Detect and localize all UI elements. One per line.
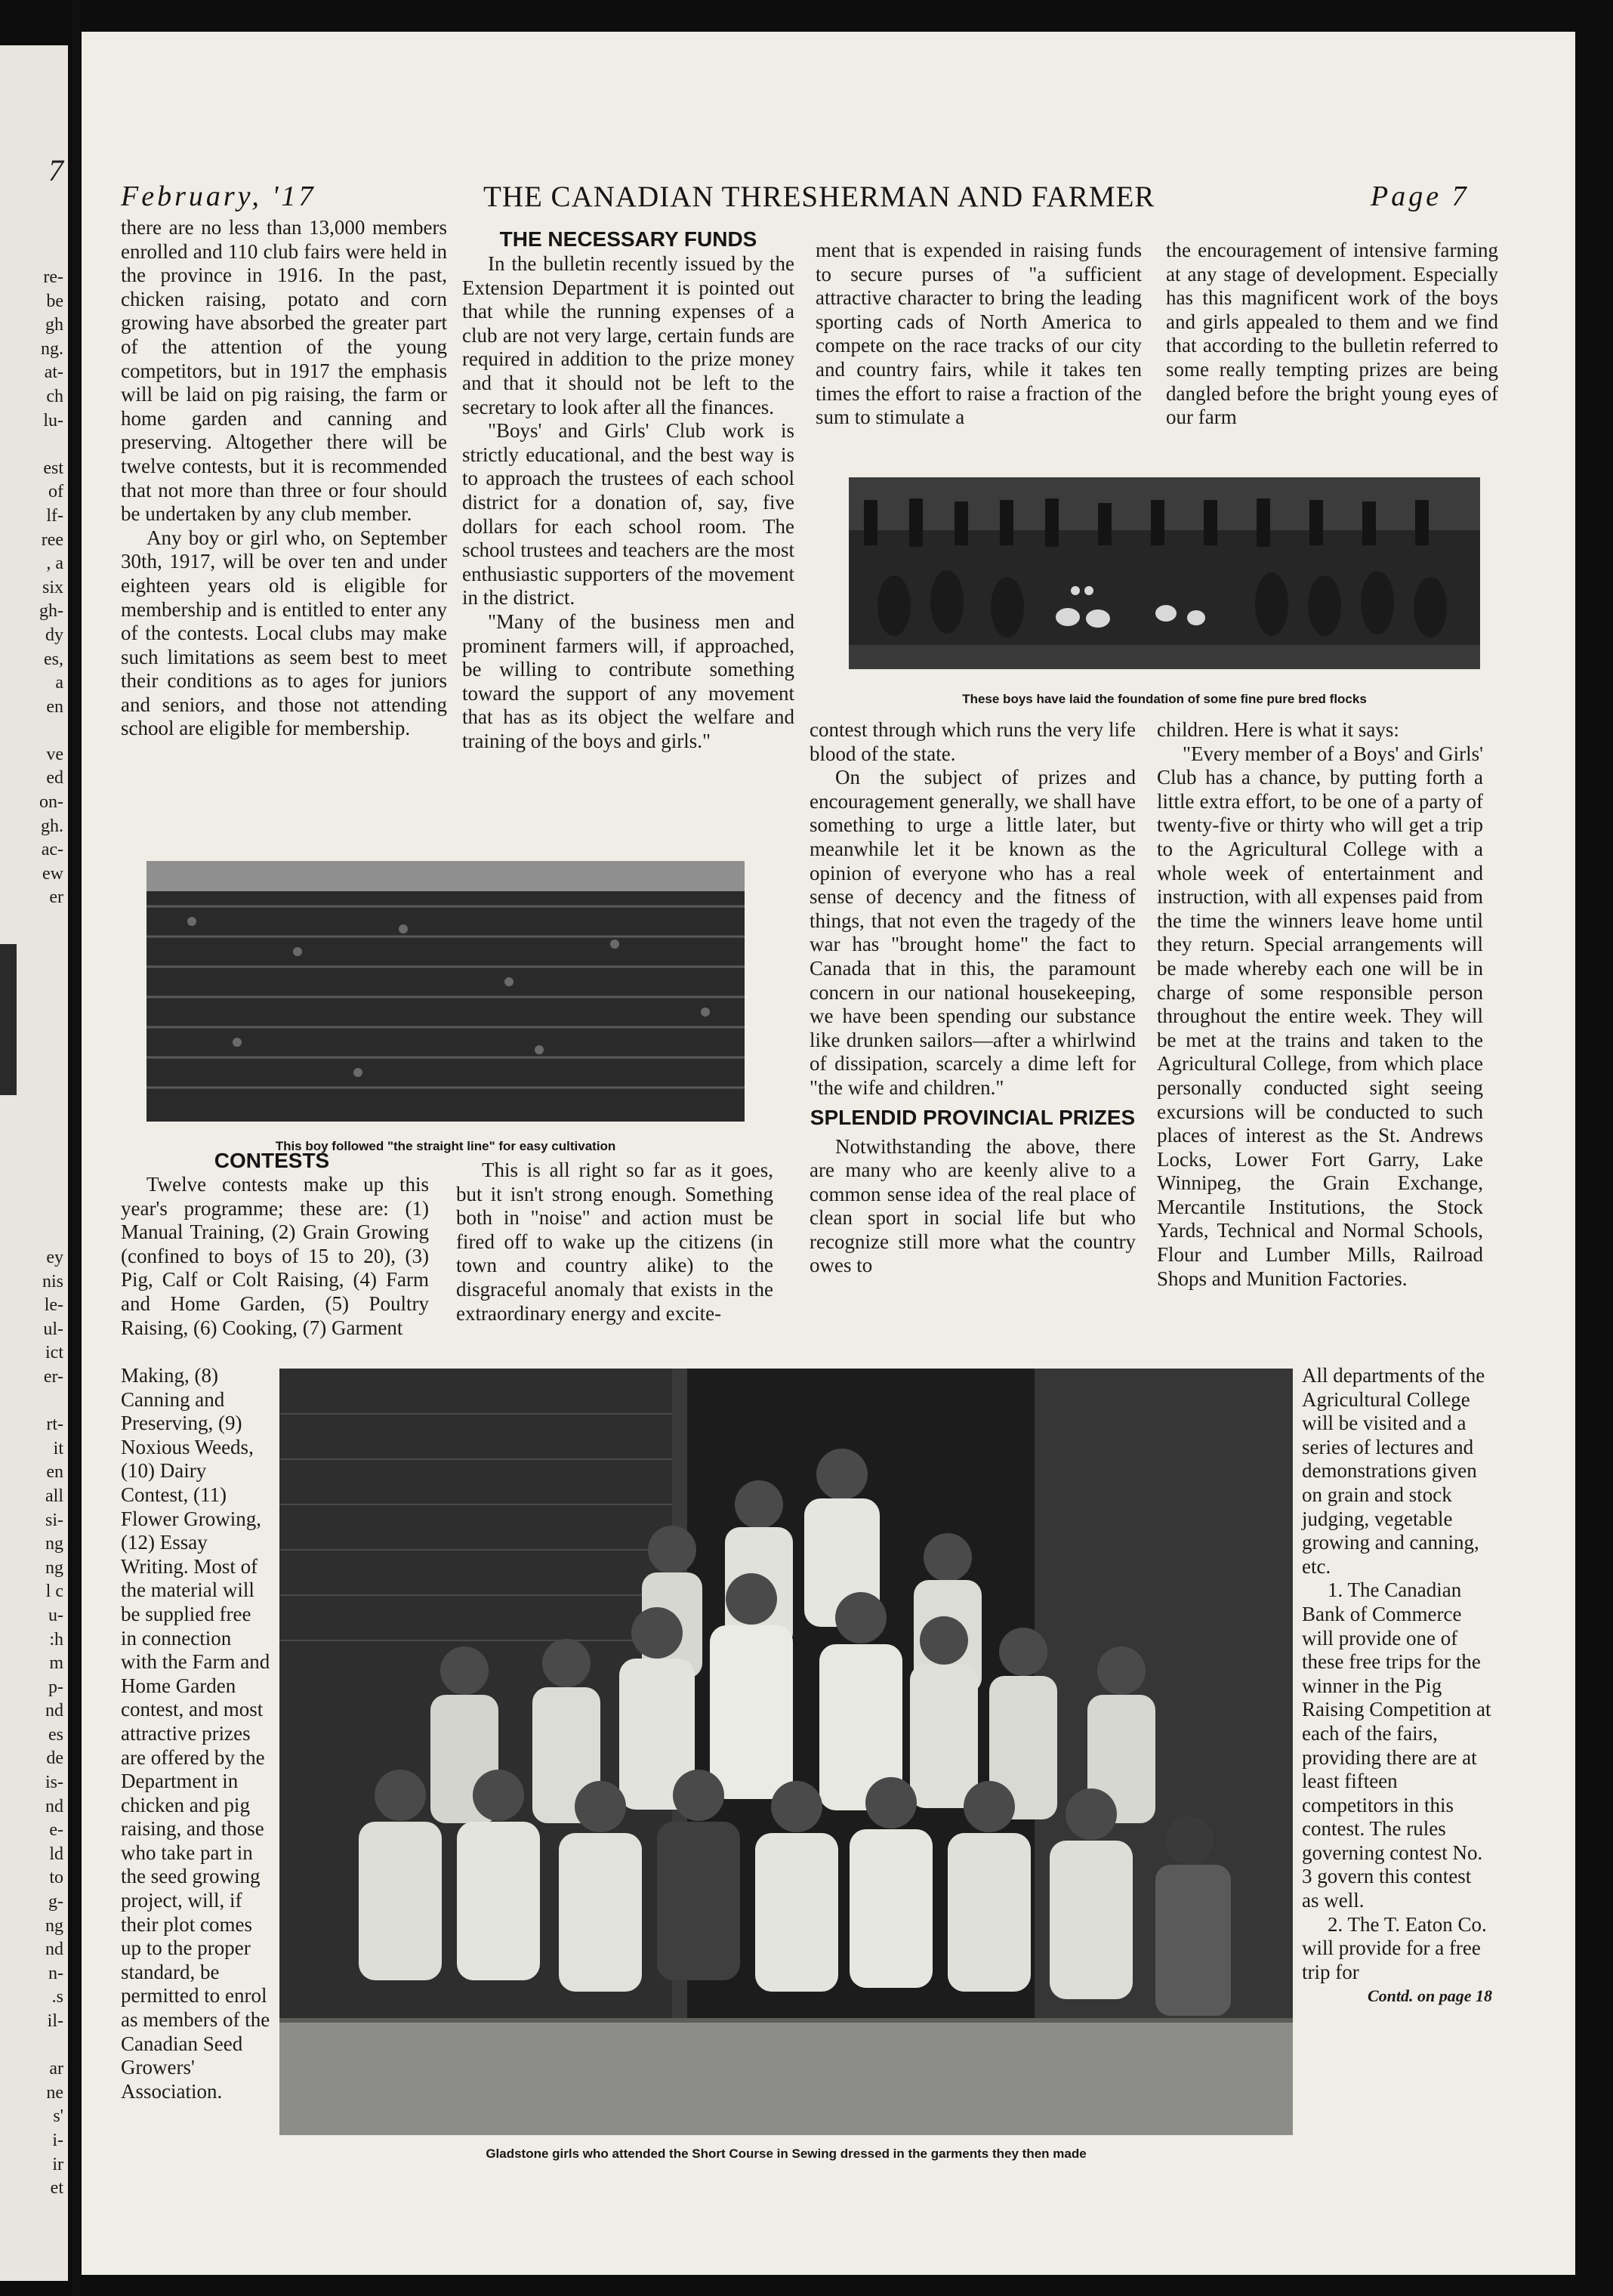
column-1-contests-narrow: [121, 1364, 272, 2103]
gutter-fragment: n-: [48, 1963, 63, 1983]
gutter-fragment: ac-: [41, 840, 63, 860]
gutter-fragment: six: [42, 577, 63, 597]
continued-note: Contd. on page 18: [1367, 1986, 1492, 2006]
gutter-fragment: en: [46, 696, 63, 717]
gutter-fragment: nd: [45, 1940, 63, 1960]
photo-corn-field: [146, 861, 745, 1122]
gutter-fragment: u-: [48, 1605, 63, 1625]
gutter-fragment: p-: [48, 1677, 63, 1697]
gutter-fragment: .s: [51, 1987, 63, 2007]
gutter-fragment: nd: [45, 1701, 63, 1721]
gutter-fragment: of: [48, 482, 63, 502]
caption-corn-field: This boy followed "the straight line" for easy cultivation: [275, 1139, 616, 1153]
paragraph: the encouragement of intensive farming at any stage of development. Especially has this magnificent work of the boys and girls appealed to them and we find that according to the bulletin referred to some really tempting prizes are being dangled before the bright young eyes of our farm: [1166, 239, 1498, 429]
gutter-fragment: [0, 433, 63, 457]
heading-splendid-provincial-prizes: SPLENDID PROVINCIAL PRIZES: [810, 1105, 1136, 1129]
column-3-top: [816, 239, 1142, 430]
gutter-fragment: it: [53, 1438, 63, 1458]
column-1-contests-top: [121, 1173, 429, 1340]
gutter-fragment: be: [46, 291, 63, 311]
gutter-fragment: ne: [46, 2082, 63, 2103]
column-3-lower: [810, 718, 1136, 1278]
gutter-fragment: le-: [44, 1295, 63, 1316]
gutter-fragment: g-: [48, 1892, 63, 1912]
column-2-lower: [456, 1159, 773, 1325]
header-magazine-title: THE CANADIAN THRESHERMAN AND FARMER: [483, 181, 1155, 213]
gutter-fragment: ng: [45, 1534, 63, 1554]
paragraph: In the bulletin recently issued by the Extension Department it is pointed out that while the running expenses of a club are not very large, certain funds are required in addition to the prize money and that it should not be left to the secretary to look after all the finances.: [462, 252, 794, 418]
gutter-photo-fragment: [0, 944, 68, 1095]
gutter-fragment: ew: [42, 863, 63, 884]
header-date: February, '17: [121, 181, 316, 212]
gutter-fragment: ch: [46, 386, 63, 406]
gutter-fragment: lf-: [46, 505, 63, 526]
heading-necessary-funds: THE NECESSARY FUNDS: [499, 227, 757, 251]
gutter-fragment: rt-: [46, 1415, 63, 1435]
gutter-fragment: at-: [44, 363, 63, 383]
column-4-top: [1166, 239, 1498, 430]
header-page-label: Page 7: [1371, 181, 1470, 212]
gutter-fragment: , a: [46, 554, 63, 574]
gutter-fragment: de: [46, 1748, 63, 1769]
caption-boys-flocks: These boys have laid the foundation of some fine pure bred flocks: [962, 692, 1367, 706]
gutter-fragment: l c: [45, 1582, 63, 1602]
previous-page-edge: [0, 45, 68, 2281]
column-1-top: [121, 216, 447, 741]
paragraph: "Every member of a Boys' and Girls' Club has a chance, by putting forth a little extra effort, to be one of a party of twenty-five or thirty who will get a trip to the Agricultural College with a whole week of entertainment and instruction, with all expenses paid from the time the winners leave home until they return. Special arrangements will be made whereby each one will be in charge of some responsible person throughout the entire week. They will be met at the trains and taken to the Agricultural College, from which place personally conducted sight seeing excursions will be conducted to such places of interest as the St. Andrews Locks, Lower Fort Garry, Lake Winnipeg, the Grain Exchange, Mercantile Institutions, the Stock Yards, Technical and Normal Schools, Flour and Lumber Mills, Railroad Shops and Munition Factories.: [1157, 742, 1483, 1290]
paragraph: 2. The T. Eaton Co. will provide for a free trip for: [1302, 1912, 1487, 1983]
gutter-fragment: dy: [45, 625, 63, 645]
gutter-fragment: er-: [43, 1366, 63, 1387]
paragraph: 1. The Canadian Bank of Commerce will provide one of these free trips for the winner in the Pig Raising Competition at each of the fairs, providing there are at least fifteen competitors in this contest. The rules governing contest No. 3 govern this contest as well.: [1302, 1578, 1491, 1912]
page-fold-shadow: [72, 0, 80, 2296]
gutter-fragment: ul-: [43, 1319, 63, 1339]
gutter-fragment: ng: [45, 1557, 63, 1578]
gutter-fragment: ng: [45, 1915, 63, 1936]
gutter-fragment: e-: [49, 1820, 63, 1841]
paragraph: ment that is expended in raising funds to secure purses of "a sufficient attractive character to bring the leading sporting cads of North America to compete on the race tracks of our city and country fairs, while it takes ten times the effort to raise a fraction of the sum to stimulate a: [816, 239, 1142, 429]
paragraph: This is all right so far as it goes, but it isn't strong enough. Something both in "noise" and action must be fired off to wake up the citizens (in town and country alike) to the disgraceful anomaly that exists in the extraordinary energy and excite-: [456, 1159, 773, 1325]
gutter-fragment: on-: [39, 792, 63, 813]
gutter-fragment: [0, 1390, 63, 1414]
gutter-fragment: ld: [49, 1844, 63, 1864]
paragraph: "Boys' and Girls' Club work is strictly educational, and the best way is to approach the trustees of each school district for a donation of, say, five dollars for each school room. The school trustees and teachers are the most enthusiastic supporters of the movement in the district.: [462, 419, 794, 609]
gutter-fragment: s': [53, 2106, 63, 2127]
gutter-fragment: est: [43, 458, 63, 478]
gutter-fragment: gh.: [41, 816, 63, 836]
column-2-top: [462, 227, 794, 753]
gutter-fragment: ree: [41, 529, 63, 550]
gutter-fragment: er: [49, 887, 63, 908]
paragraph: Twelve contests make up this year's programme; these are: (1) Manual Training, (2) Grain Growing (confined to boys of 15 to 20), (3) Pig, Calf or Colt Raising, (4) Farm and Home Garden, (5) Poultry Raising, (6) Cooking, (7) Garment: [121, 1173, 429, 1339]
paragraph: Any boy or girl who, on September 30th, 1917, will be over ten and under eighteen years old is eligible for membership and is entitled to enter any of the contests. Local clubs may make such limitations as seem best to meet their conditions as to ages for juniors and seniors, and those not attending school are eligible for membership.: [121, 526, 447, 740]
gutter-fragment: et: [50, 2178, 63, 2199]
gutter-fragment: en: [46, 1462, 63, 1483]
gutter-fragment: [0, 719, 63, 743]
paragraph: On the subject of prizes and encouragement generally, we shall have something to urge a little later, but meanwhile let it be known as the opinion of everyone who has a real sense of decency and the fitness of things, that not even the tragedy of the war has "brought home" the fact to Canada that in this, the paramount concern in our national housekeeping, we have been spending our substance like drunken sailors—after a whirlwind of dissipation, scarcely a dime left for "the wife and children.": [810, 766, 1136, 1099]
gutter-fragment: gh-: [39, 601, 63, 622]
caption-gladstone-girls: Gladstone girls who attended the Short Course in Sewing dressed in the garments they then made: [486, 2146, 1087, 2161]
gutter-fragment: ey: [46, 1248, 63, 1267]
gutter-fragment: ir: [52, 2154, 63, 2174]
gutter-fragment: all: [45, 1486, 63, 1506]
paragraph: children. Here is what it says:: [1157, 718, 1399, 741]
gutter-fragment: i-: [52, 2130, 63, 2150]
gutter-text-middle: [0, 1246, 63, 2201]
gutter-fragment: nis: [42, 1271, 63, 1292]
gutter-fragment: es,: [44, 649, 63, 669]
paragraph: contest through which runs the very life blood of the state.: [810, 718, 1136, 765]
paragraph: Notwithstanding the above, there are many who are keenly alive to a common sense idea of the real place of clean sport in social life but who recognize still more what the country owes to: [810, 1134, 1136, 1277]
heading-contests: CONTESTS: [214, 1149, 330, 1172]
column-4-lower: [1157, 718, 1483, 1291]
gutter-fragment: re-: [43, 267, 63, 287]
gutter-fragment: ng.: [41, 338, 63, 359]
gutter-fragment: ed: [46, 768, 63, 788]
paragraph: Making, (8) Canning and Preserving, (9) Noxious Weeds, (10) Dairy Contest, (11) Flower Growing, (12) Essay Writing. Most of the material will be supplied free in connection with the Farm and Home Garden contest, and most attractive prizes are offered by the Department in chicken and pig raising, and those who take part in the seed growing project, will, if their plot comes up to the proper standard, be permitted to enrol as members of the Canadian Seed Growers' Association.: [121, 1364, 270, 2103]
gutter-fragment: es: [48, 1724, 63, 1745]
gutter-fragment: si-: [45, 1510, 63, 1530]
gutter-fragment: m: [49, 1653, 63, 1674]
gutter-fragment: lu-: [43, 410, 63, 430]
gutter-fragment: :h: [49, 1629, 63, 1649]
paragraph: there are no less than 13,000 members enrolled and 110 club fairs were held in the province in 1916. In the past, chicken raising, potato and corn growing have absorbed the greater part of the attention of the young competitors, but in 1917 the emphasis will be laid on pig raising, the farm or home garden and canning and preserving. Altogether there will be twelve contests, but it is recommended that not more than three or four should be undertaken by any club member.: [121, 216, 447, 526]
gutter-fragment: is-: [45, 1773, 63, 1793]
gutter-text-top: [0, 266, 63, 910]
gutter-fragment: ve: [46, 744, 63, 764]
gutter-fragment: ict: [45, 1343, 63, 1363]
gutter-fragment: ar: [49, 2059, 63, 2079]
gutter-page-number: 7: [48, 153, 63, 187]
column-4-narrow: [1302, 1364, 1492, 2008]
gutter-fragment: gh: [45, 315, 63, 335]
photo-boys-with-flocks: [849, 477, 1480, 669]
paragraph: "Many of the business men and prominent farmers will, if approached, be willing to contribute something toward the support of any movement that has as its object the welfare and training of the boys and girls.": [462, 609, 794, 752]
gutter-fragment: il-: [47, 2011, 63, 2031]
gutter-fragment: to: [49, 1868, 63, 1888]
photo-gladstone-girls: [279, 1369, 1293, 2135]
gutter-fragment: nd: [45, 1796, 63, 1816]
gutter-fragment: a: [55, 673, 63, 693]
gutter-fragment: [0, 2034, 63, 2058]
paragraph: All departments of the Agricultural College will be visited and a series of lectures and demonstrations given on grain and stock judging, vegetable growing and canning, etc.: [1302, 1364, 1485, 1578]
